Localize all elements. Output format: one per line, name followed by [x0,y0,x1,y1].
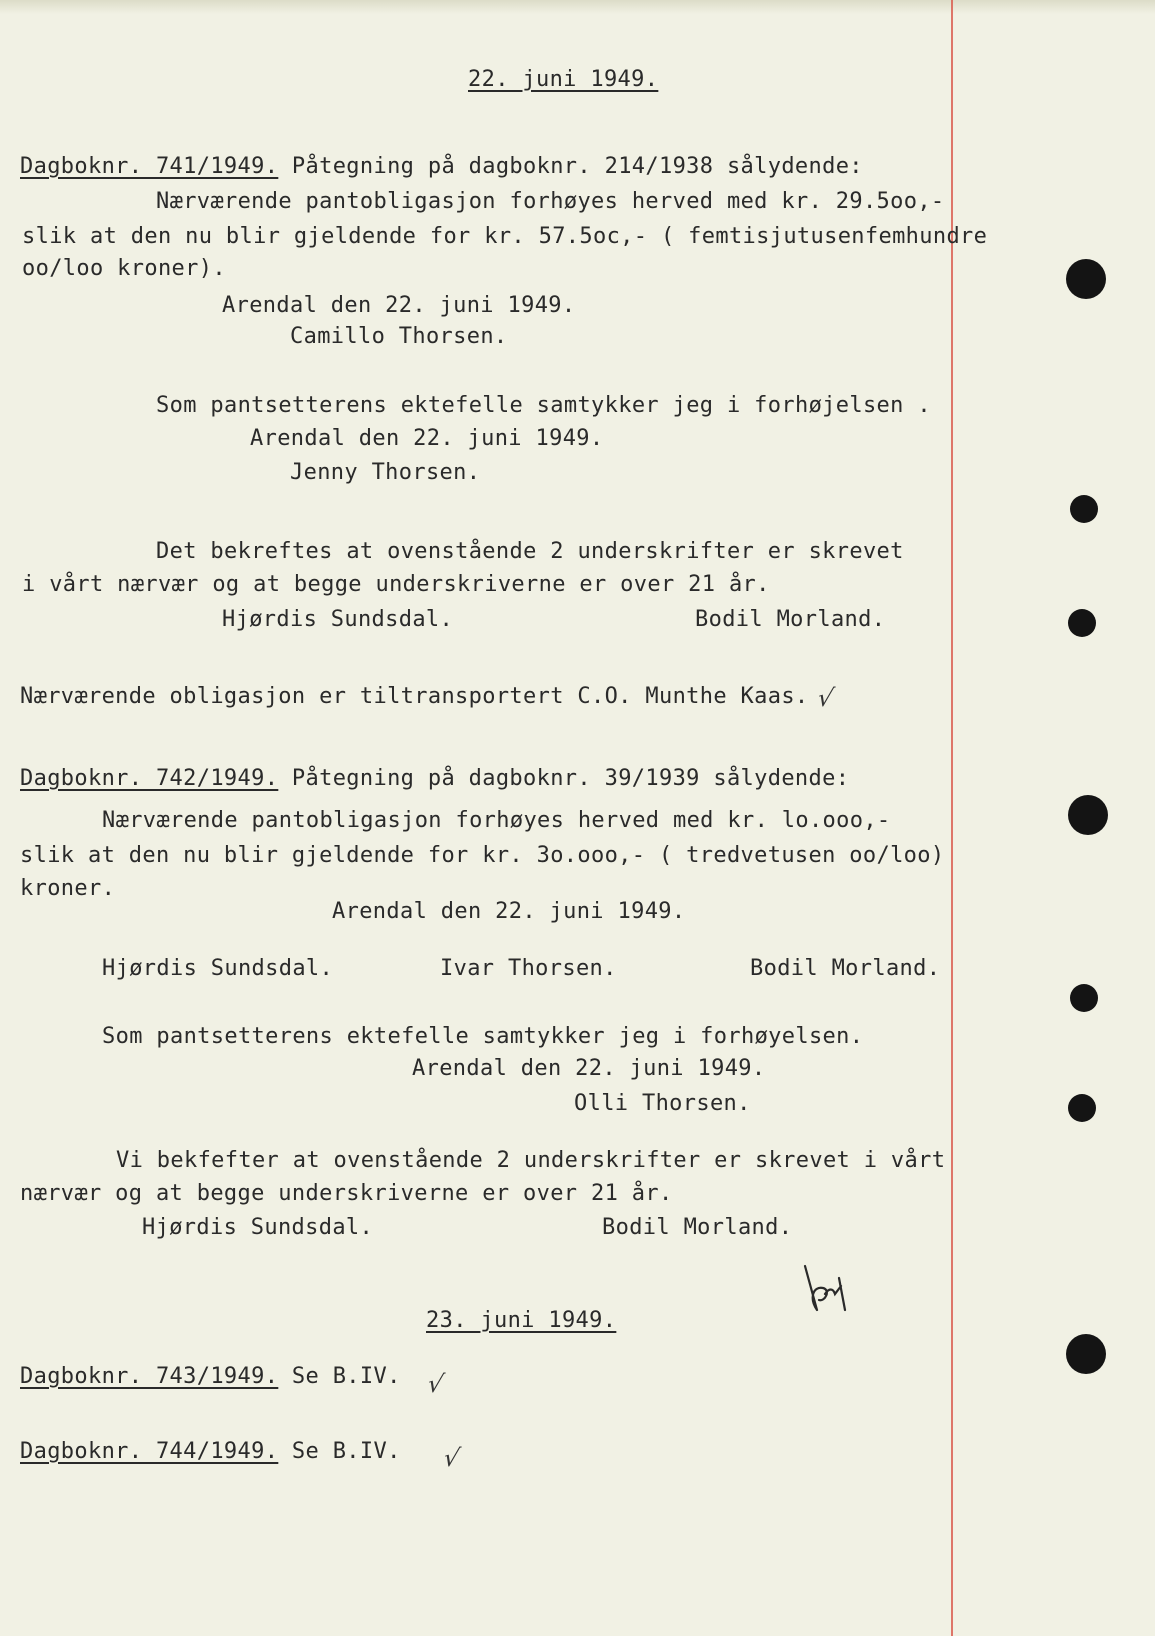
entry-text: Se B.IV. [278,1364,401,1389]
punch-hole-icon [1066,259,1106,299]
punch-hole-icon [1070,495,1098,523]
body-line: Nærværende pantobligasjon forhøyes herved med kr. 29.5oo,- [156,189,945,214]
entry-line [20,1363,401,1391]
consent-text: Som pantsetterens ektefelle samtykker jeg i forhøyelsen. [102,1024,864,1049]
entry-heading-text: Påtegning på dagboknr. 39/1939 sålydende: [278,766,850,791]
punch-hole-icon [1068,609,1096,637]
entry-text: Se B.IV. [278,1439,401,1464]
entry-ref: Dagboknr. 741/1949. [20,154,279,179]
witness-text: i vårt nærvær og at begge underskriverne er over 21 år. [22,572,770,597]
witness-text: nærvær og at begge underskriverne er over 21 år. [20,1181,673,1206]
date-heading: 23. juni 1949. [426,1308,617,1333]
signature: Bodil Morland. [750,956,941,981]
check-mark-icon: √ [425,1370,447,1398]
signature: Ivar Thorsen. [440,956,617,981]
check-mark-icon: √ [441,1444,463,1472]
place-date: Arendal den 22. juni 1949. [332,899,686,924]
witness-text: Vi bekfefter at ovenstående 2 underskrifter er skrevet i vårt [116,1148,946,1173]
punch-hole-icon [1068,1094,1096,1122]
witness-text: Det bekreftes at ovenstående 2 underskrifter er skrevet [156,539,904,564]
entry-heading [20,153,863,181]
body-line: slik at den nu blir gjeldende for kr. 57.5oc,- ( femtisjutusenfemhundre [22,224,988,249]
entry-ref: Dagboknr. 744/1949. [20,1439,279,1464]
body-line: kroner. [20,876,116,901]
punch-hole-icon [1066,1334,1106,1374]
signature: Olli Thorsen. [574,1091,751,1116]
body-line: oo/loo kroner). [22,256,226,281]
transport-note: Nærværende obligasjon er tiltransportert C.O. Munthe Kaas. [20,684,809,709]
witness-signature: Hjørdis Sundsdal. [142,1215,374,1240]
handwritten-initials-icon [795,1258,855,1318]
punch-hole-icon [1068,795,1108,835]
entry-ref: Dagboknr. 742/1949. [20,766,279,791]
page-top-edge [0,0,1155,14]
entry-heading [20,765,849,793]
place-date: Arendal den 22. juni 1949. [250,426,604,451]
signature: Hjørdis Sundsdal. [102,956,334,981]
entry-line [20,1438,401,1466]
body-line: slik at den nu blir gjeldende for kr. 3o.ooo,- ( tredvetusen oo/loo) [20,843,945,868]
entry-heading-text: Påtegning på dagboknr. 214/1938 sålydende: [278,154,863,179]
entry-ref: Dagboknr. 743/1949. [20,1364,279,1389]
witness-signature: Hjørdis Sundsdal. [222,607,454,632]
signature: Camillo Thorsen. [290,324,508,349]
punch-hole-icon [1070,984,1098,1012]
witness-signature: Bodil Morland. [695,607,886,632]
body-line: Nærværende pantobligasjon forhøyes herved med kr. lo.ooo,- [102,808,891,833]
signature: Jenny Thorsen. [290,460,481,485]
consent-text: Som pantsetterens ektefelle samtykker jeg i forhøjelsen . [156,393,931,418]
date-heading: 22. juni 1949. [468,67,659,92]
place-date: Arendal den 22. juni 1949. [222,293,576,318]
place-date: Arendal den 22. juni 1949. [412,1056,766,1081]
witness-signature: Bodil Morland. [602,1215,793,1240]
check-mark-icon: √ [815,684,837,712]
